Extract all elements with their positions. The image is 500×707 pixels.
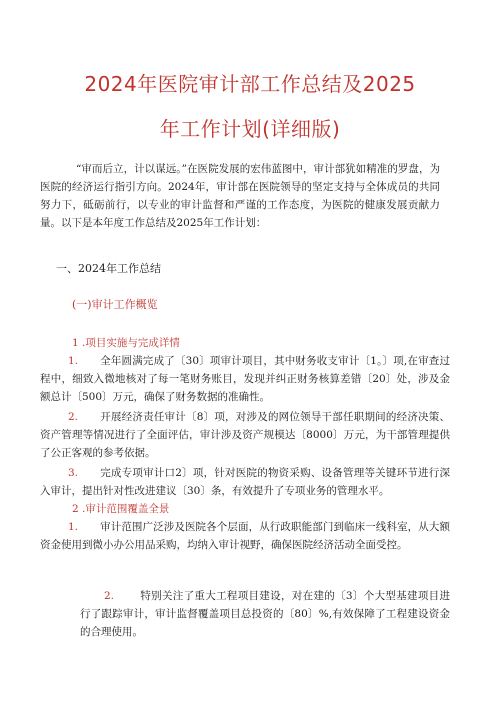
list-item-number: 2. bbox=[104, 589, 115, 602]
list-item-number: 2. bbox=[68, 411, 79, 423]
intro-paragraph: “审而后立，计以谋远。”在医院发展的宏伟蓝图中，审计部犹如精准的罗盘，为医院的经济运行指引方向。2024年，审计部在医院领导的坚定支持与全体成员的共同努力下，砥砺前行，以专业的审计监督和严谨的工作态度，为医院的健康发展贡献力量。以下是本年度工作总结及2025年工作计划： bbox=[40, 163, 440, 229]
subheading-project-implementation: 1 .项目实施与完成详情 bbox=[72, 337, 180, 349]
subheading-audit-scope: 2 .审计范围覆盖全景 bbox=[72, 503, 170, 515]
list-item bbox=[80, 587, 450, 641]
list-item-number: 1. bbox=[68, 521, 79, 533]
subsection-heading-overview: (一)审计工作概览 bbox=[72, 298, 158, 311]
document-title-line-1: 2024年医院审计部工作总结及2025 bbox=[84, 72, 416, 96]
list-item-text: 特别关注了重大工程项目建设，对在建的〔3〕个大型基建项目进行了跟踪审计，审计监督覆盖项目总投资的〔80〕%,有效保障了工程建设资金的合理使用。 bbox=[80, 589, 450, 638]
section-heading-summary: 一、2024年工作总结 bbox=[56, 262, 161, 275]
list-item-number: 3. bbox=[68, 467, 79, 479]
list-item-text: 开展经济责任审计〔8〕项，对涉及的网位领导干部任职期间的经济决策、资产管理等情况进行了全面评估，审计涉及资产规模达〔8000〕万元，为干部管理提供了公正客观的参考依据。 bbox=[40, 411, 450, 459]
list-item bbox=[40, 352, 450, 406]
list-item-number: 1. bbox=[68, 355, 79, 367]
list-item-text: 全年圆满完成了〔30〕项审计项目，其中财务收支审计〔1。〕项,在审查过程中，细致入微地核对了每一笔财务账目，发现并纠正财务核算差错〔20〕处，涉及金额总计〔500〕万元，确保了财务数据的准确性。 bbox=[40, 355, 450, 403]
list-item bbox=[40, 408, 450, 462]
list-item-text: 审计范围广泛涉及医院各个层面，从行政职能部门到临床一线科室，从大额资金使用到微小办公用品采购，均纳入审计视野，确保医院经济活动全面受控。 bbox=[40, 521, 450, 551]
list-item bbox=[40, 464, 450, 500]
list-item-text: 完成专项审计口2〕项，针对医院的物资采购、设备管理等关键环节进行深入审计，提出针对性改进建议〔30〕条，有效提升了专项业务的管理水平。 bbox=[40, 467, 450, 497]
document-title-line-2: 年工作计划(详细版) bbox=[159, 117, 341, 141]
list-item bbox=[40, 518, 450, 554]
